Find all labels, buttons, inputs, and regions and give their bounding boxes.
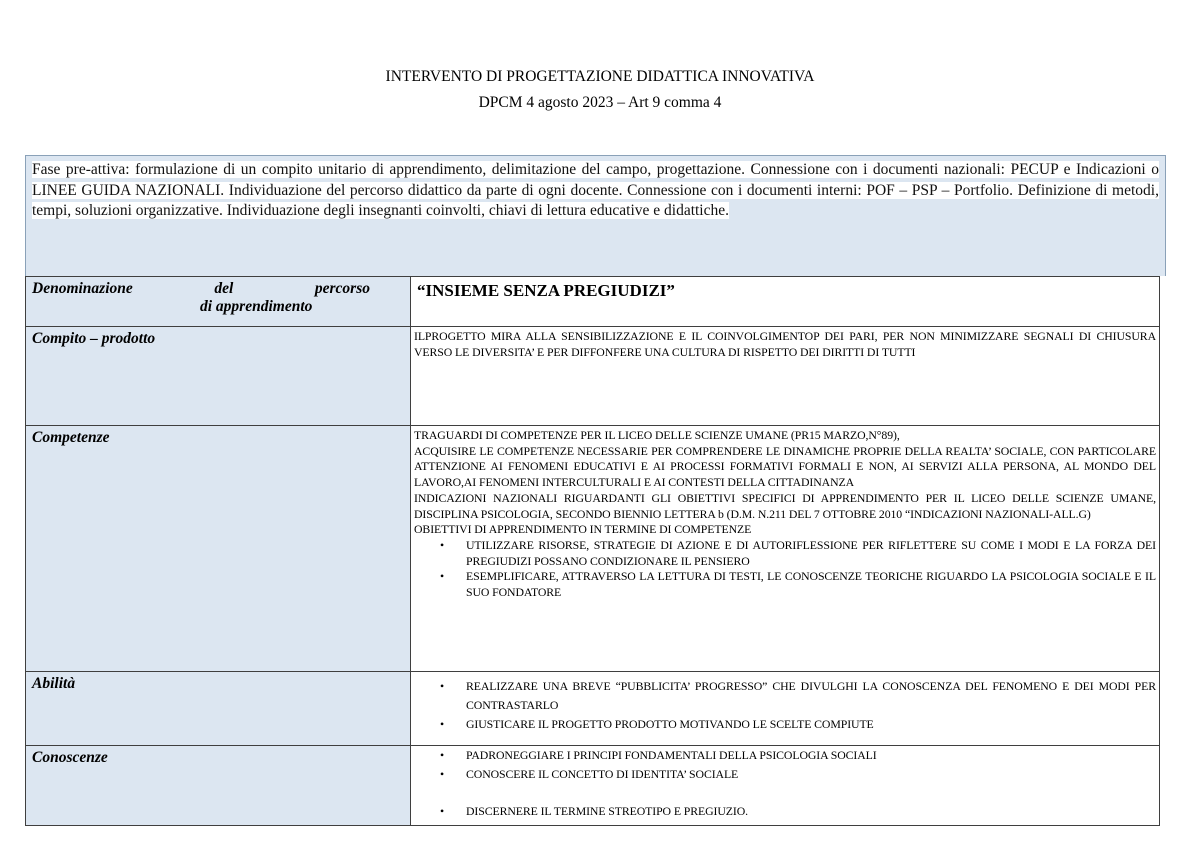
competenze-bullet-list [414, 538, 1156, 601]
list-item: • DISCERNERE IL TERMINE STREOTIPO E PREGIUZIO. [440, 802, 1156, 821]
competenze-acquisire: ACQUISIRE LE COMPETENZE NECESSARIE PER COMPRENDERE LE DINAMICHE PROPRIE DELLA REALTA’ SOCIALE, CON PARTICOLARE ATTENZIONE AI FENOMENI EDUCATIVI E AI PROCESSI FORMATIVI FORMALI E NON, AI SERVIZI ALLA PERSONA, AL MONDO DEL LAVORO,AI FENOMENI INTERCULTURALI E AI CONTESTI DELLA CITTADINANZA [414, 443, 1156, 490]
bullet-icon: • [440, 767, 445, 781]
table-row [26, 327, 1160, 426]
bullet-icon: • [440, 748, 445, 762]
denominazione-label [26, 277, 411, 327]
bullet-icon: • [440, 569, 445, 584]
list-item: • REALIZZARE UNA BREVE “PUBBLICITA’ PROGRESSO” CHE DIVULGHI LA CONOSCENZA DEL FENOMENO E DEI MODI PER CONTRASTARLO [440, 679, 1156, 712]
compito-value: ILPROGETTO MIRA ALLA SENSIBILIZZAZIONE E IL COINVOLGIMENTOP DEI PARI, PER NON MINIMIZZARE SEGNALI DI CHIUSURA VERSO LE DIVERSITA’ E PER DIFFONFERE UNA CULTURA DI RISPETTO DEI DIRITTI DI TUTTI [411, 327, 1160, 426]
denominazione-value: “INSIEME SENZA PREGIUDIZI” [411, 277, 1160, 327]
document-header [0, 64, 1200, 116]
table-row [26, 672, 1160, 746]
list-item: • UTILIZZARE RISORSE, STRATEGIE DI AZIONE E DI AUTORIFLESSIONE PER RIFLETTERE SU COME I MODI E LA FORZA DEI PREGIUDIZI POSSANO CONDIZIONARE IL PENSIERO [440, 537, 1156, 568]
list-item: • CONOSCERE IL CONCETTO DI IDENTITA’ SOCIALE [440, 765, 1156, 784]
document-subtitle: DPCM 4 agosto 2023 – Art 9 comma 4 [478, 94, 722, 111]
abilita-label: Abilità [26, 672, 411, 746]
denominazione-word-2: del [214, 280, 234, 297]
abilita-bullet-list [414, 677, 1156, 734]
compito-label: Compito – prodotto [26, 327, 411, 426]
competenze-indicazioni: INDICAZIONI NAZIONALI RIGUARDANTI GLI OBIETTIVI SPECIFICI DI APPRENDIMENTO PER IL LICEO DELLE SCIENZE UMANE, DISCIPLINA PSICOLOGIA, SECONDO BIENNIO LETTERA b (D.M. N.211 DEL 7 OTTOBRE 2010 “INDICAZIONI NAZIONALI-ALL.G) [414, 490, 1156, 521]
intro-box [25, 155, 1166, 276]
competenze-obiettivi: OBIETTIVI DI APPRENDIMENTO IN TERMINE DI COMPETENZE [414, 522, 752, 537]
list-item: • GIUSTICARE IL PROGETTO PRODOTTO MOTIVANDO LE SCELTE COMPIUTE [440, 715, 1156, 734]
intro-text: Fase pre-attiva: formulazione di un compito unitario di apprendimento, delimitazione del campo, progettazione. Connessione con i documenti nazionali: PECUP e Indicazioni o LINEE GUIDA NAZIONALI. Individuazione del percorso didattico da parte di ogni docente. Connessione con i documenti interni: POF – PSP – Portfolio. Definizione di metodi, tempi, soluzioni organizzative. Individuazione degli insegnanti coinvolti, chiavi di lettura educative e didattiche. [32, 161, 1159, 219]
competenze-label: Competenze [26, 426, 411, 672]
competenze-traguardi: TRAGUARDI DI COMPETENZE PER IL LICEO DELLE SCIENZE UMANE (PR15 MARZO,N°89), [414, 428, 900, 442]
conoscenze-label: Conoscenze [26, 746, 411, 826]
conoscenze-value [411, 746, 1160, 826]
conoscenze-bullet-list [414, 746, 1156, 821]
bullet-icon: • [440, 717, 445, 731]
list-item: • ESEMPLIFICARE, ATTRAVERSO LA LETTURA DI TESTI, LE CONOSCENZE TEORICHE RIGUARDO LA PSICOLOGIA SOCIALE E IL SUO FONDATORE [440, 569, 1156, 600]
denominazione-line-2: di apprendimento [200, 298, 313, 315]
bullet-icon: • [440, 537, 445, 552]
abilita-value [411, 672, 1160, 746]
table-row [26, 277, 1160, 327]
table-row [26, 746, 1160, 826]
denominazione-word-1: Denominazione [32, 280, 133, 297]
denominazione-word-3: percorso [314, 280, 370, 297]
competenze-value [411, 426, 1160, 672]
project-table [25, 276, 1160, 826]
document-title: INTERVENTO DI PROGETTAZIONE DIDATTICA INNOVATIVA [385, 68, 815, 85]
table-row [26, 426, 1160, 672]
bullet-icon: • [440, 679, 445, 693]
bullet-icon: • [440, 804, 445, 818]
list-item: • PADRONEGGIARE I PRINCIPI FONDAMENTALI DELLA PSICOLOGIA SOCIALI [440, 746, 1156, 765]
